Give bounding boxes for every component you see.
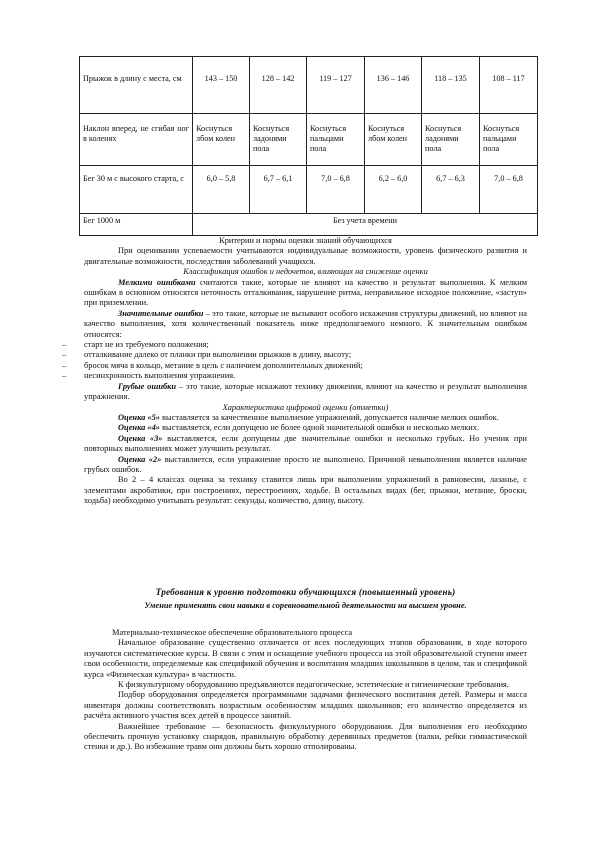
term: Оценка «3» <box>118 433 163 443</box>
table-cell: Коснуться пальцами пола <box>480 114 538 166</box>
list-item: – несинхронность выполнения упражнения. <box>62 371 236 381</box>
minor-errors-paragraph <box>84 278 527 309</box>
criteria-title: Критерии и нормы оценки знаний обучающихся <box>219 236 392 245</box>
table-cell: Коснуться лбом колен <box>365 114 422 166</box>
significant-errors-paragraph <box>84 309 527 340</box>
table-cell: 128 – 142 <box>250 57 307 114</box>
list-item: – старт не из требуемого положения; <box>62 340 209 350</box>
table-cell: 6,7 – 6,3 <box>422 166 480 214</box>
characteristics-title: Характеристика цифровой оценки (отметки) <box>222 402 389 412</box>
requirements-section <box>84 587 527 612</box>
paragraph: Подбор оборудования определяется программными задачами физического воспитания детей. Размеры и масса инвентаря должны соответствовать возрастным особенностям младших школьников; его количество определяется из расчёта активного участия всех детей в процессе занятий. <box>84 690 527 721</box>
requirements-title: Требования к уровню подготовки обучающихся (повышенный уровень) <box>155 587 456 597</box>
table-cell: 143 – 150 <box>193 57 250 114</box>
table-cell: 7,0 – 6,8 <box>480 166 538 214</box>
list-item: – бросок мяча в кольцо, метание в цель с наличием дополнительных движений; <box>62 360 363 370</box>
requirements-subtitle: Умение применять свои навыки в соревновательной деятельности на высшем уровне. <box>144 601 467 611</box>
paragraph: К физкультурному оборудованию предъявляются педагогические, эстетические и гигиенические требования. <box>118 680 509 690</box>
table-cell: Коснуться лбом колен <box>193 114 250 166</box>
classification-title: Классификация ошибок и недочетов, влияющих на снижение оценки <box>183 267 428 277</box>
table-cell: 6,7 – 6,1 <box>250 166 307 214</box>
table-row <box>80 57 538 114</box>
table-merged-cell: Без учета времени <box>193 214 538 236</box>
table-cell: 119 – 127 <box>307 57 365 114</box>
term: Оценка «2» <box>118 454 162 464</box>
table-cell: 136 – 146 <box>365 57 422 114</box>
term: Грубые ошибки <box>118 381 177 391</box>
term: Мелкими ошибками <box>118 277 196 287</box>
material-section <box>84 628 527 753</box>
norms-table <box>79 56 538 236</box>
table-row <box>80 114 538 166</box>
list-item: – отталкивание далеко от планки при выполнении прыжков в длину, высоту; <box>62 350 352 360</box>
paragraph: Начальное образование существенно отличается от всех последующих этапов образования, в ходе которого изучаются систематические курсы. В связи с этим и оснащение учебного процесса на этой образовательной ступени имеет свои особенности, определяемые как спецификой обучения и воспитания младших школьников в целом, так и спецификой курса «Физическая культура» в частности. <box>84 638 527 679</box>
definition: считаются такие, которые не влияют на качество и результат выполнения. К мелким ошибкам в основном относятся неточность отталкивания, нарушение ритма, неправильное исходное положение, «заступ» при приземлении. <box>84 277 527 308</box>
table-row-label: Бег 1000 м <box>80 214 193 236</box>
table-row-label: Бег 30 м с высокого старта, с <box>80 166 193 214</box>
grade-2-paragraph: Оценка «2» выставляется, если упражнение просто не выполнено. Причиной невыполнения является наличие грубых ошибок. <box>84 454 528 474</box>
term: Оценка «4» <box>118 423 160 433</box>
table-cell: Коснуться ладонями пола <box>250 114 307 166</box>
definition: – это такие, которые не вызывают особого искажения структуры движений, но влияют на качество выполнения, хотя количественный показатель ниже предполагаемого немного. К значительным ошибкам относятся: <box>84 308 528 339</box>
material-title: Материально-техническое обеспечение образовательного процесса <box>112 628 353 637</box>
table-cell: 6,2 – 6,0 <box>365 166 422 214</box>
table-cell: Коснуться ладонями пола <box>422 114 480 166</box>
grade-4-paragraph: Оценка «4» выставляется, если допущено не более одной значительной ошибки и несколько мелких. <box>118 423 480 433</box>
technique-paragraph: Во 2 – 4 классах оценка за технику ставится лишь при выполнении упражнений в равновесии, лазанье, с элементами акробатики, при построениях, перестроениях, ходьбе. В остальных видах (бег, прыжки, метание, броски, ходьба) необходимо учитывать результат: секунды, количество, длину, высоту. <box>84 475 527 506</box>
term: Оценка «5» <box>118 412 160 422</box>
table-row-label: Прыжок в длину с места, см <box>80 57 193 114</box>
table-cell: 118 – 135 <box>422 57 480 114</box>
paragraph: При оценивании успеваемости учитываются индивидуальные возможности, уровень физического развития и двигательные возможности, последствия заболеваний учащихся. <box>84 246 527 266</box>
gross-errors-paragraph <box>84 382 527 403</box>
table-row <box>80 166 538 214</box>
assessment-section <box>62 236 528 507</box>
term: Значительные ошибки <box>118 308 204 318</box>
paragraph: Важнейшее требование — безопасность физкультурного оборудования. Для выполнения его необходимо обеспечить прочную установку снарядов, правильную обработку деревянных предметов (палки, рейки гимнастической стенки и др.). Во избежание травм они должны быть хорошо отполированы. <box>84 721 527 752</box>
table-row <box>80 214 538 236</box>
table-row-label: Наклон вперед, не сгибая ног в коленях <box>80 114 193 166</box>
definition: – это такие, которые искажают технику движения, влияют на качество и результат выполнения упражнения. <box>84 381 527 402</box>
table-cell: Коснуться пальцами пола <box>307 114 365 166</box>
table-cell: 108 – 117 <box>480 57 538 114</box>
table-cell: 7,0 – 6,8 <box>307 166 365 214</box>
grade-3-paragraph: Оценка «3» выставляется, если допущены две значительные ошибки и несколько грубых. Но ученик при повторных выполнениях может улучшить результат. <box>84 433 527 454</box>
grade-5-paragraph: Оценка «5» выставляется за качественное выполнение упражнений, допускается наличие мелких ошибок. <box>118 412 499 422</box>
table-cell: 6,0 – 5,8 <box>193 166 250 214</box>
